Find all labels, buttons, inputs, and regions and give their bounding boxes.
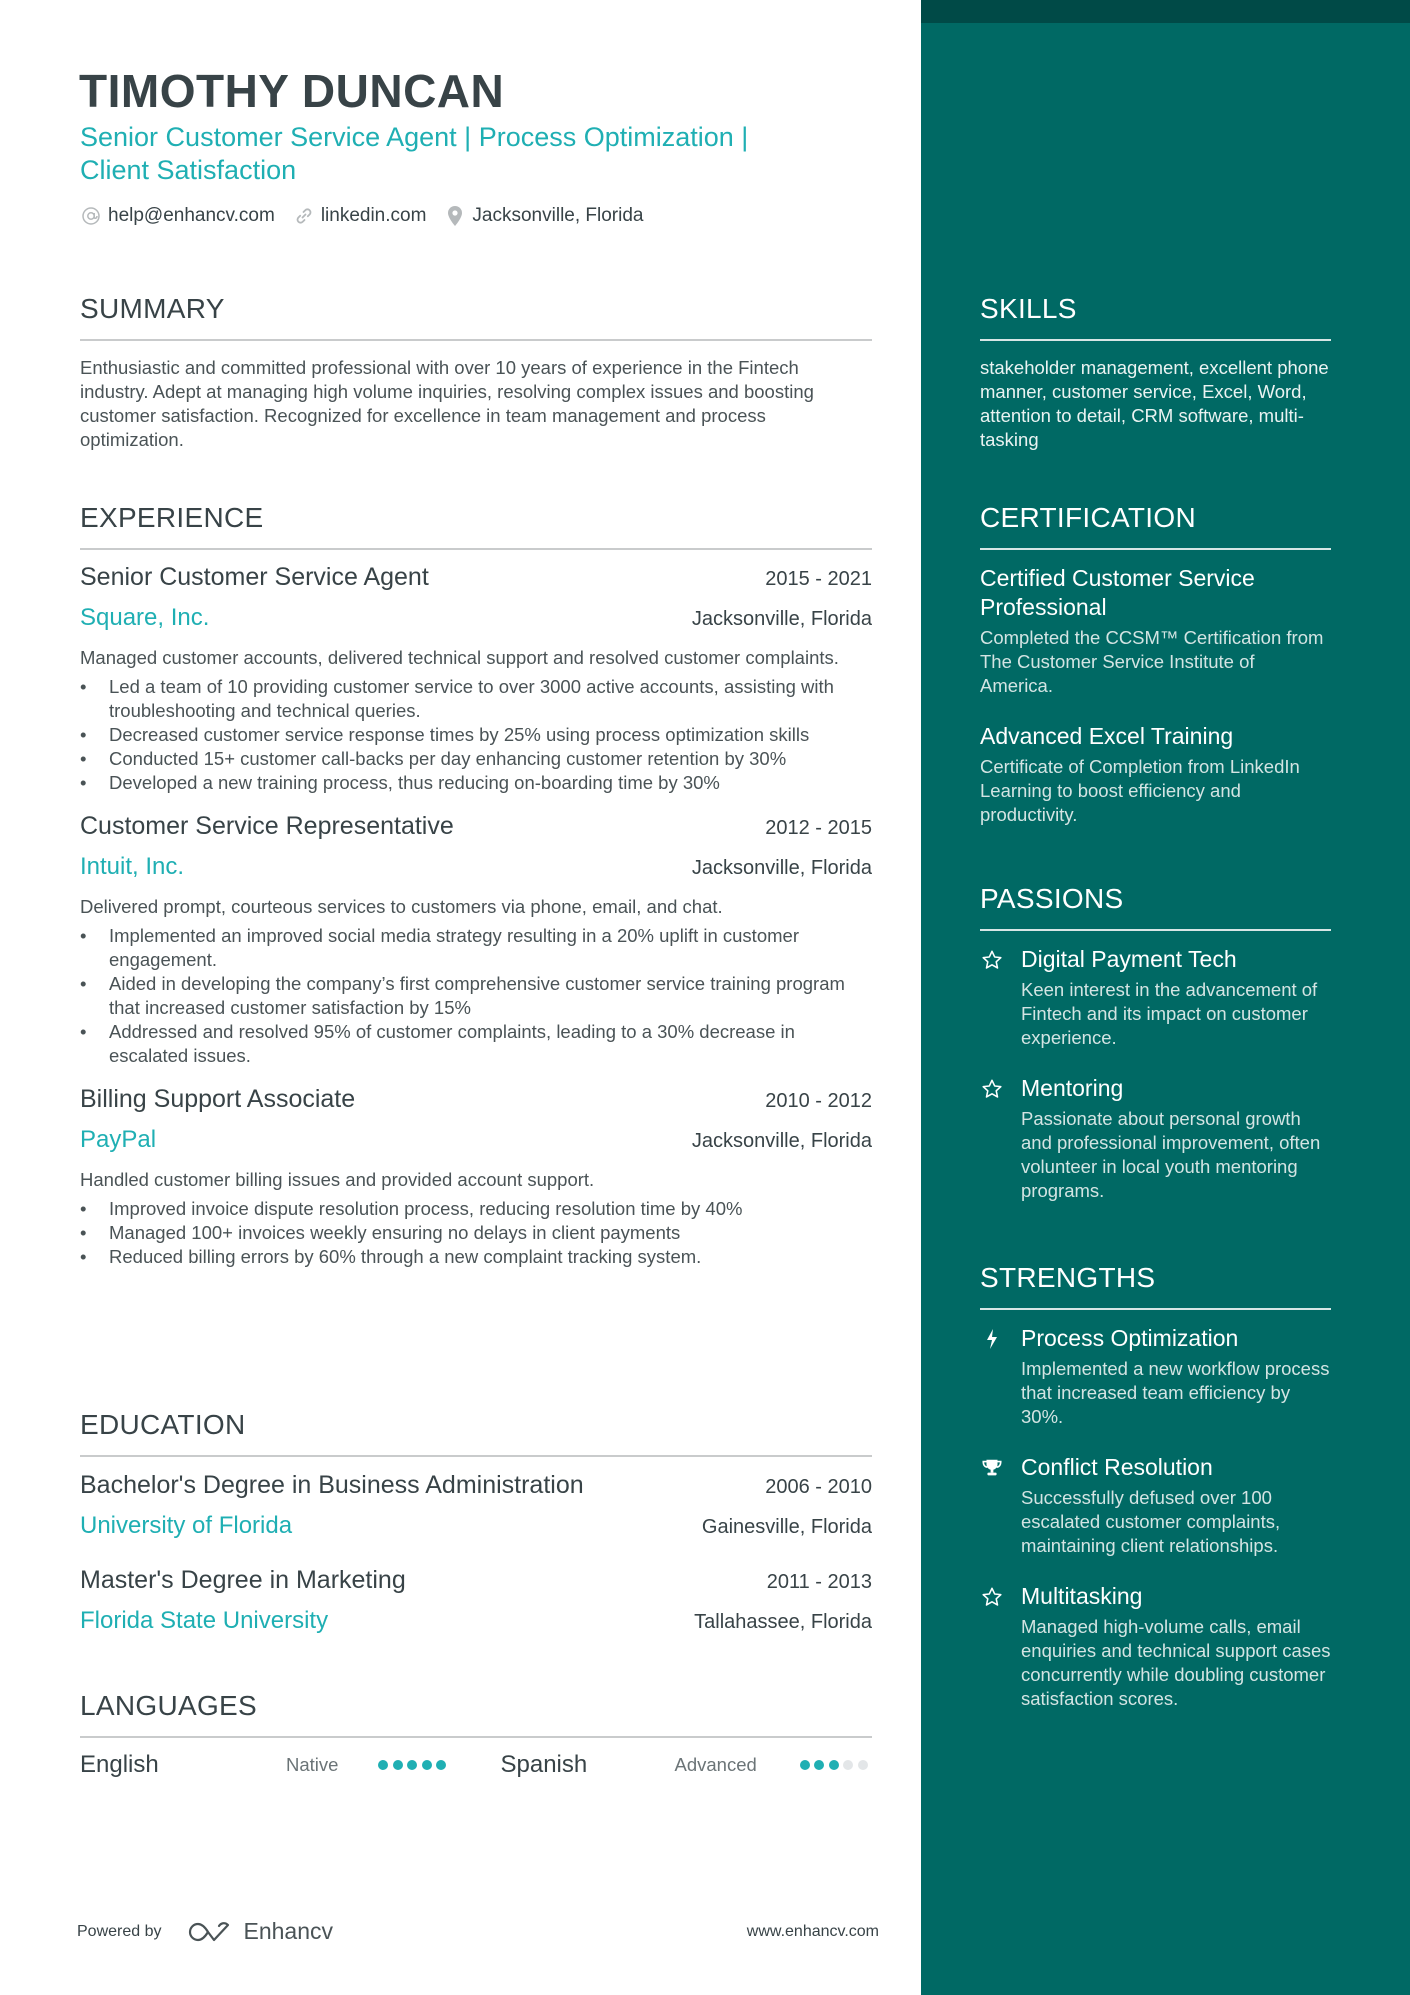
bullet: • Conducted 15+ customer call-backs per day enhancing customer retention by 30% [80,747,872,771]
section-title: STRENGTHS [980,1262,1156,1293]
dot-filled [829,1760,839,1770]
job-bullets [80,675,872,795]
section-divider [80,548,872,550]
job-location: Jacksonville, Florida [691,857,872,879]
strength-item [980,1582,1331,1711]
bullet: • Addressed and resolved 95% of customer complaints, leading to a 30% decrease in escalated issues. [80,1020,872,1068]
job-dates: 2012 - 2015 [765,817,872,839]
strength-item [980,1453,1331,1558]
company-name: PayPal [80,1126,157,1153]
summary-section [80,293,872,452]
education-item [80,1566,872,1635]
bullet: • Reduced billing errors by 60% through a new complaint tracking system. [80,1245,872,1269]
section-divider [80,1736,872,1738]
contact-email[interactable] [80,205,275,227]
dot-filled [800,1760,810,1770]
skills-text: stakeholder management, excellent phone manner, customer service, Excel, Word, attention to detail, CRM software, multi-tasking [980,357,1329,450]
job-description: Handled customer billing issues and provided account support. [80,1169,595,1190]
enhancv-brand[interactable] [188,1918,334,1945]
certification-section [980,502,1331,827]
company-name: Square, Inc. [80,604,210,631]
job-role: Customer Service Representative [80,812,454,840]
passion-item [980,1074,1331,1203]
section-divider [80,1455,872,1457]
powered-by-label: Powered by [77,1922,162,1940]
dot-filled [378,1760,388,1770]
experience-section [80,502,872,1269]
language-level: Advanced [674,1754,757,1775]
school-name: Florida State University [80,1607,329,1634]
sidebar-top-band [921,0,1410,23]
bullet: • Aided in developing the company’s first comprehensive customer service training program that increased customer satisfaction by 15% [80,972,872,1020]
summary-text: Enthusiastic and committed professional with over 10 years of experience in the Fintech industry. Adept at managing high volume inquiries, resolving complex issues and boosting customer satisfaction. Recognized for excellence in team management and process optimization. [80,357,814,450]
language-name: Spanish [500,1751,588,1778]
powered-by [77,1918,333,1945]
contact-linkedin-text: linkedin.com [320,205,427,226]
strength-description: Implemented a new workflow process that increased team efficiency by 30%. [1021,1358,1330,1427]
contact-location-text: Jacksonville, Florida [472,205,644,226]
strength-title: Conflict Resolution [1021,1454,1213,1480]
job-bullets [80,1197,872,1269]
education-section [80,1409,872,1635]
section-divider [80,339,872,341]
languages-section [80,1690,872,1779]
dot-empty [858,1760,868,1770]
enhancv-logo-icon [188,1920,234,1944]
link-icon [293,205,315,227]
job-dates: 2010 - 2012 [765,1090,872,1112]
dot-filled [814,1760,824,1770]
languages-row [80,1751,872,1779]
education-dates: 2006 - 2010 [765,1476,872,1498]
company-name: Intuit, Inc. [80,853,185,880]
contact-linkedin[interactable] [293,205,427,227]
candidate-name: TIMOTHY DUNCAN [79,65,505,117]
school-name: University of Florida [80,1512,293,1539]
website-link[interactable]: www.enhancv.com [746,1922,879,1940]
school-location: Tallahassee, Florida [694,1611,872,1633]
section-title: SUMMARY [80,293,225,324]
job-role: Billing Support Associate [80,1085,356,1113]
contact-info [80,205,662,227]
certification-description: Completed the CCSM™ Certification from The Customer Service Institute of America. [980,627,1324,696]
language-proficiency-dots [378,1760,451,1770]
language-proficiency-dots [800,1760,873,1770]
job-description: Delivered prompt, courteous services to customers via phone, email, and chat. [80,896,723,917]
dot-filled [393,1760,403,1770]
section-title: CERTIFICATION [980,502,1196,533]
star-icon [980,1074,1004,1103]
bullet: • Led a team of 10 providing customer service to over 3000 active accounts, assisting with troubleshooting and technical queries. [80,675,872,723]
contact-location [444,205,643,227]
lightning-bolt-icon [980,1324,1004,1353]
star-icon [980,1582,1004,1611]
strength-description: Managed high-volume calls, email enquiries and technical support cases concurrently while doubling customer satisfaction scores. [1021,1616,1331,1709]
trophy-icon [980,1453,1004,1482]
dot-empty [843,1760,853,1770]
location-pin-icon [444,205,466,227]
section-divider [980,1308,1331,1310]
job-role: Senior Customer Service Agent [80,563,429,591]
job-description: Managed customer accounts, delivered technical support and resolved customer complaints. [80,647,839,668]
footer [77,1918,879,1945]
job-location: Jacksonville, Florida [691,1130,872,1152]
section-divider [980,548,1331,550]
experience-item [80,1085,872,1269]
enhancv-brand-name: Enhancv [243,1918,334,1944]
skills-section [980,293,1331,452]
experience-item [80,812,872,1068]
dot-filled [407,1760,417,1770]
language-name: English [80,1751,159,1778]
certification-item [980,564,1331,698]
star-icon [980,945,1004,974]
dot-filled [422,1760,432,1770]
bullet: • Managed 100+ invoices weekly ensuring no delays in client payments [80,1221,872,1245]
dot-filled [436,1760,446,1770]
at-icon [80,205,102,227]
bullet: • Decreased customer service response times by 25% using process optimization skills [80,723,872,747]
contact-email-text: help@enhancv.com [108,205,275,226]
section-divider [980,929,1331,931]
section-title: SKILLS [980,293,1077,324]
passion-title: Mentoring [1021,1075,1124,1101]
strength-title: Multitasking [1021,1583,1143,1609]
passion-title: Digital Payment Tech [1021,946,1237,972]
education-dates: 2011 - 2013 [766,1571,872,1593]
strength-item [980,1324,1331,1429]
strength-description: Successfully defused over 100 escalated customer complaints, maintaining client relationships. [1021,1487,1281,1556]
section-title: PASSIONS [980,883,1124,914]
passion-description: Keen interest in the advancement of Fintech and its impact on customer experience. [1021,979,1318,1048]
candidate-title: Senior Customer Service Agent | Process Optimization | Client Satisfaction [80,122,749,185]
school-location: Gainesville, Florida [701,1516,872,1538]
strengths-section [980,1262,1331,1711]
bullet: • Improved invoice dispute resolution process, reducing resolution time by 40% [80,1197,872,1221]
certification-item [980,722,1331,827]
job-location: Jacksonville, Florida [691,608,872,630]
section-title: LANGUAGES [80,1690,257,1721]
certification-description: Certificate of Completion from LinkedIn Learning to boost efficiency and productivity. [980,756,1300,825]
section-title: EXPERIENCE [80,502,264,533]
education-item [80,1471,872,1540]
bullet: • Developed a new training process, thus reducing on-boarding time by 30% [80,771,872,795]
job-dates: 2015 - 2021 [765,568,872,590]
section-title: EDUCATION [80,1409,246,1440]
language-item [80,1751,501,1779]
certification-title: Advanced Excel Training [980,723,1234,749]
section-divider [980,339,1331,341]
degree: Bachelor's Degree in Business Administration [80,1471,584,1499]
passions-section [980,883,1331,1203]
degree: Master's Degree in Marketing [80,1566,406,1594]
passion-description: Passionate about personal growth and professional improvement, often volunteer in local youth mentoring programs. [1021,1108,1321,1201]
experience-item [80,563,872,795]
job-bullets [80,924,872,1068]
language-item [501,1751,873,1779]
passion-item [980,945,1331,1050]
bullet: • Implemented an improved social media strategy resulting in a 20% uplift in customer engagement. [80,924,872,972]
strength-title: Process Optimization [1021,1325,1239,1351]
language-level: Native [286,1754,339,1775]
certification-title: Certified Customer Service Professional [980,565,1255,620]
